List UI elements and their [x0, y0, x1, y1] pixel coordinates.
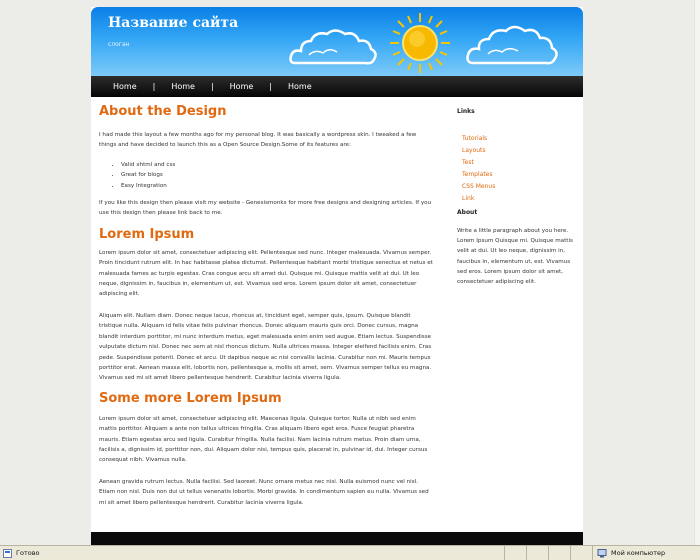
section-title-lorem: Lorem Ipsum — [99, 226, 195, 242]
about-paragraph: If you like this design then please visit my website - Genesismonks for more free designs and designing articles. If you use this design then please link back to me. — [99, 200, 432, 217]
sun-graphic — [389, 12, 451, 74]
site-header — [91, 7, 583, 76]
sidebar — [457, 108, 581, 287]
page-loaded-icon — [3, 549, 12, 558]
section-title-more-lorem: Some more Lorem Ipsum — [99, 390, 282, 406]
site-footer — [91, 532, 583, 545]
sidebar-link-tutorials[interactable]: Tutorials — [462, 135, 488, 142]
body-paragraph: Aenean gravida rutrum lectus. Nulla facilisi. Sed laoreet. Nunc ornare metus nec nisi. Nulla euismod nunc vel nisl. Etiam non nisl. Duis non dui ut tellus venenatis lobortis. Morbi gravida. In condimentum sapien eu nulla. Vivamus sed mi sit amet libero pellentesque hendrerit. Curabitur lacinia viverra ligula. — [99, 478, 429, 506]
zone-text: Мой компьютер — [611, 549, 666, 557]
status-left — [0, 549, 504, 558]
sidebar-links — [462, 133, 581, 205]
nav-item-home[interactable]: Home — [113, 82, 137, 91]
body-paragraph: Lorem ipsum dolor sit amet, consectetuer adipiscing elit. Maecenas ligula. Quisque tortor. Nulla ut nibh sed enim mattis porttitor. Aliquam a ante non tellus ultrices fringilla. Cras aliquam libero eget eros. Fusce feugiat pharetra mauris. Etiam egestas arcu sed ligula. Curabitur fringilla. Nulla facilisi. Nam lacinia rutrum metus. Proin diam urna, facilisis a, dignissim id, porttitor non, dui. Aliquam dolor nisi, tempus quis, placerat in, pulvinar id, dui. Integer cursus consequat nibh. Vivamus nulla. — [99, 415, 428, 464]
cloud-graphic — [466, 21, 558, 67]
sidebar-links-title: Links — [457, 108, 475, 115]
nav-item-home[interactable]: Home — [287, 82, 312, 91]
feature-item: • Easy Integration — [121, 181, 434, 191]
main-content — [99, 104, 434, 508]
status-cell — [526, 546, 548, 560]
status-cell — [504, 546, 526, 560]
sidebar-about-title: About — [457, 209, 478, 216]
page-container — [91, 7, 583, 545]
sidebar-link-layouts[interactable]: Layouts — [462, 147, 486, 154]
nav-separator: | — [210, 82, 214, 91]
sidebar-about-text: Write a little paragraph about you here. Lorem Ipsum Quisque mi. Quisque mattis velit at dui. Ut leo neque, dignissim in, faucibus in, elementum ut, est. Vivamus sed eros. Lorem ipsum dolor sit amet, consectetuer adipiscing elit. — [457, 228, 573, 286]
site-slogan: слоган — [108, 41, 130, 48]
site-title[interactable]: Название сайта — [108, 15, 239, 31]
sidebar-link-link[interactable]: Link — [462, 195, 475, 202]
body-paragraph: Aliquam elit. Nullam diam. Donec neque lacus, rhoncus at, tincidunt eget, semper quis, ipsum. Quisque blandit tristique nulla. Aliquam id felis vitae felis pulvinar rhoncus. Donec aliquam mauris quis orci. Donec cursus, magna blandit interdum porttitor, mi nunc interdum metus, eget malesuada enim enim sed augue. Etiam lectus. Suspendisse vulputate dictum nisl. Donec nec sem at nisl rhoncus dictum. Nulla ultrices massa. Integer eleifend facilisis enim. Cras pede. Suspendisse potenti. Donec et arcu. Ut dapibus neque ac nisi convallis lacinia. Curabitur non mi. Mauris tempus porttitor erat. Aenean massa elit, lobortis non, pellentesque a, mollis sit amet, sem. Vivamus semper tellus eu magna. Vivamus sed mi sit amet libero pellentesque hendrerit. Curabitur lacinia viverra ligula. — [99, 312, 432, 382]
status-cells — [504, 546, 592, 560]
vertical-scrollbar[interactable] — [694, 0, 700, 545]
section-title-about: About the Design — [99, 104, 227, 119]
sidebar-link-test[interactable]: Test — [462, 159, 474, 166]
feature-item: • Great for blogs — [121, 170, 434, 180]
status-cell — [570, 546, 592, 560]
feature-item: • Valid xhtml and css — [121, 160, 434, 170]
body-paragraph: Lorem ipsum dolor sit amet, consectetuer adipiscing elit. Pellentesque sed nunc. Integer malesuada. Vivamus semper. Proin tincidunt rutrum elit. In hac habitasse platea dictumst. Pellentesque habitant morbi tristique senectus et netus et malesuada fames ac turpis egestas. Cras congue arcu sit amet dui. Quisque mi. Quisque mattis velit at dui. Ut leo neque, dignissim in, faucibus in, elementum ut, est. Vivamus sed eros. Lorem ipsum dolor sit amet, consectetuer adipiscing elit. — [99, 249, 433, 298]
status-text: Готово — [16, 549, 40, 557]
features-list — [121, 160, 434, 191]
cloud-graphic — [289, 25, 377, 67]
my-computer-icon — [597, 549, 607, 558]
status-zone — [592, 546, 700, 560]
sidebar-link-templates[interactable]: Templates — [462, 171, 493, 178]
status-cell — [548, 546, 570, 560]
nav-separator: | — [269, 82, 272, 91]
nav-item-home[interactable]: Home — [171, 82, 195, 91]
status-bar — [0, 545, 700, 560]
nav-separator: | — [152, 82, 156, 91]
main-nav — [91, 76, 583, 97]
about-paragraph: I had made this layout a few months ago for my personal blog. It was basically a wordpress skin. I tweaked a few things and have decided to launch this as a Open Source Design.Some of its features are: — [99, 132, 417, 149]
nav-item-home[interactable]: Home — [229, 82, 254, 91]
sidebar-link-css-menus[interactable]: CSS Menus — [462, 183, 496, 190]
